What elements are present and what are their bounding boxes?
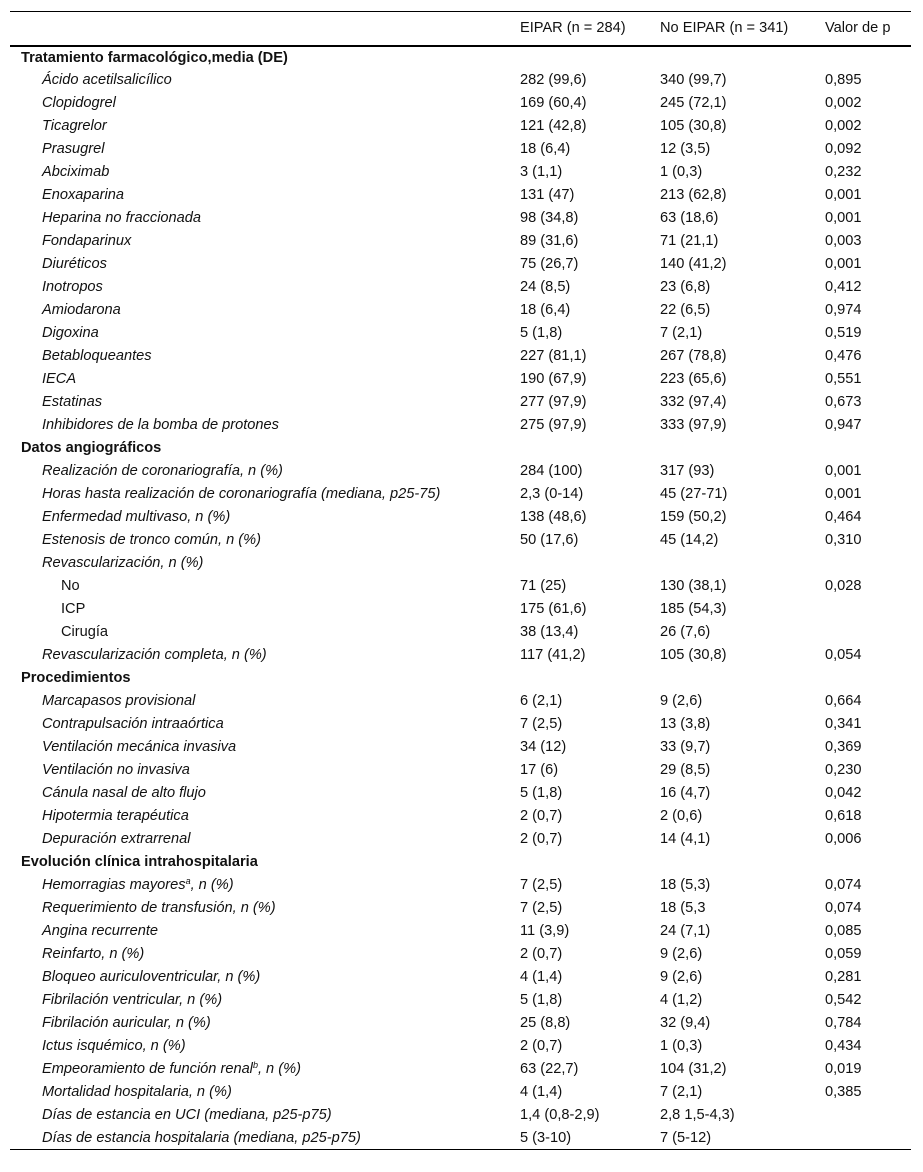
table-row [10, 1012, 911, 1035]
cell-p-value: 0,310 [825, 532, 862, 548]
cell-no-eipar: 2,8 1,5-4,3) [660, 1107, 735, 1123]
table-header [10, 12, 911, 46]
cell-no-eipar: 332 (97,4) [660, 394, 727, 410]
row-label: Ictus isquémico, n (%) [42, 1038, 186, 1054]
table-row [10, 782, 911, 805]
cell-p-value: 0,002 [825, 118, 862, 134]
cell-eipar: 131 (47) [520, 187, 575, 203]
cell-p-value: 0,074 [825, 877, 862, 893]
table-row [10, 345, 911, 368]
cell-p-value [815, 621, 911, 644]
cell-eipar: 2 (0,7) [520, 831, 563, 847]
cell-p-value: 0,006 [825, 831, 862, 847]
cell-eipar: 7 (2,5) [520, 900, 563, 916]
table-row [10, 1058, 911, 1081]
cell-eipar: 275 (97,9) [520, 417, 587, 433]
row-label: Heparina no fraccionada [42, 210, 202, 226]
cell-p-value: 0,001 [825, 463, 862, 479]
cell-p-value: 0,476 [825, 348, 862, 364]
cell-no-eipar: 7 (5-12) [650, 1127, 815, 1150]
cell-eipar: 2 (0,7) [520, 808, 563, 824]
row-label: Amiodarona [42, 302, 121, 318]
table-container [10, 11, 911, 1150]
cell-no-eipar: 9 (2,6) [660, 693, 703, 709]
table-row [10, 184, 911, 207]
cell-eipar: 5 (1,8) [520, 992, 563, 1008]
cell-p-value: 0,003 [825, 233, 862, 249]
row-label-suffix: , n (%) [257, 1061, 301, 1077]
row-label: Realización de coronariografía, n (%) [42, 463, 283, 479]
cell-no-eipar: 14 (4,1) [660, 831, 711, 847]
table-row [10, 1104, 911, 1127]
table-row [10, 552, 911, 575]
cell-eipar: 2 (0,7) [520, 1038, 563, 1054]
cell-p-value: 0,385 [825, 1084, 862, 1100]
row-label: Depuración extrarrenal [42, 831, 191, 847]
table-row [10, 207, 911, 230]
cell-no-eipar: 185 (54,3) [660, 601, 727, 617]
cell-p-value: 0,001 [825, 256, 862, 272]
section-heading: Tratamiento farmacológico,media (DE) [21, 49, 288, 66]
cell-p-value: 0,464 [825, 509, 862, 525]
cell-eipar: 24 (8,5) [520, 279, 571, 295]
table-row [10, 253, 911, 276]
cell-eipar: 25 (8,8) [520, 1015, 571, 1031]
table-row [10, 989, 911, 1012]
cell-eipar: 227 (81,1) [520, 348, 587, 364]
row-label-text: Hemorragias mayores [42, 877, 186, 893]
cell-eipar: 18 (6,4) [520, 302, 571, 318]
table-row [10, 966, 911, 989]
cell-p-value: 0,341 [825, 716, 862, 732]
cell-no-eipar: 1 (0,3) [660, 1038, 703, 1054]
cell-no-eipar [650, 552, 815, 575]
row-label: Clopidogrel [42, 95, 116, 111]
row-label: Contrapulsación intraaórtica [42, 716, 224, 732]
cell-p-value: 0,947 [825, 417, 862, 433]
cell-p-value: 0,434 [825, 1038, 862, 1054]
row-label: Cirugía [61, 624, 109, 640]
cell-eipar: 7 (2,5) [520, 877, 563, 893]
cell-no-eipar: 33 (9,7) [660, 739, 711, 755]
cell-no-eipar: 18 (5,3 [660, 900, 706, 916]
row-label: Fibrilación auricular, n (%) [42, 1015, 211, 1031]
row-label: Digoxina [42, 325, 99, 341]
table-row [10, 115, 911, 138]
table-row [10, 69, 911, 92]
cell-no-eipar: 24 (7,1) [660, 923, 711, 939]
cell-eipar: 5 (1,8) [520, 325, 563, 341]
cell-p-value: 0,895 [825, 72, 862, 88]
cell-no-eipar: 130 (38,1) [660, 578, 727, 594]
row-label: Revascularización, n (%) [42, 555, 204, 571]
row-label: Betabloqueantes [42, 348, 152, 364]
cell-no-eipar: 213 (62,8) [660, 187, 727, 203]
row-label: IECA [42, 371, 77, 387]
cell-no-eipar: 105 (30,8) [660, 118, 727, 134]
row-label: Estenosis de tronco común, n (%) [42, 532, 262, 548]
cell-p-value: 0,092 [825, 141, 862, 157]
table-row [10, 414, 911, 437]
row-label: Enoxaparina [42, 187, 124, 203]
cell-eipar: 175 (61,6) [520, 601, 587, 617]
cell-p-value: 0,412 [825, 279, 862, 295]
table-row [10, 575, 911, 598]
table-row [10, 713, 911, 736]
row-label: Ticagrelor [42, 118, 107, 134]
cell-p-value [815, 598, 911, 621]
footnote-marker: a [185, 876, 191, 886]
cell-p-value: 0,232 [825, 164, 862, 180]
table-row [10, 828, 911, 851]
header-row [10, 12, 911, 46]
cell-no-eipar: 9 (2,6) [660, 946, 703, 962]
cell-no-eipar: 26 (7,6) [660, 624, 711, 640]
cell-eipar: 34 (12) [520, 739, 567, 755]
cell-p-value: 0,519 [825, 325, 862, 341]
row-label: Hipotermia terapéutica [42, 808, 189, 824]
row-label: Requerimiento de transfusión, n (%) [42, 900, 276, 916]
table-row [10, 391, 911, 414]
cell-eipar: 3 (1,1) [520, 164, 563, 180]
data-table [10, 11, 911, 1150]
row-label: No [61, 578, 80, 594]
cell-no-eipar: 7 (2,1) [660, 1084, 703, 1100]
table-row [10, 644, 911, 667]
table-row [10, 506, 911, 529]
row-label: Revascularización completa, n (%) [42, 647, 267, 663]
table-row [10, 1035, 911, 1058]
cell-no-eipar: 9 (2,6) [660, 969, 703, 985]
cell-eipar: 50 (17,6) [520, 532, 579, 548]
cell-p-value: 0,002 [825, 95, 862, 111]
cell-eipar: 71 (25) [520, 578, 567, 594]
cell-no-eipar: 159 (50,2) [660, 509, 727, 525]
cell-eipar: 282 (99,6) [520, 72, 587, 88]
table-row [10, 138, 911, 161]
cell-no-eipar: 317 (93) [660, 463, 715, 479]
table-row [10, 368, 911, 391]
cell-eipar: 6 (2,1) [520, 693, 563, 709]
cell-no-eipar: 333 (97,9) [660, 417, 727, 433]
row-label: Inotropos [42, 279, 103, 295]
cell-no-eipar: 223 (65,6) [660, 371, 727, 387]
cell-no-eipar: 63 (18,6) [660, 210, 719, 226]
section-row [10, 851, 911, 874]
table-row [10, 943, 911, 966]
cell-no-eipar: 71 (21,1) [660, 233, 719, 249]
section-heading: Evolución clínica intrahospitalaria [21, 854, 258, 870]
section-row [10, 437, 911, 460]
cell-eipar: 277 (97,9) [520, 394, 587, 410]
cell-eipar: 89 (31,6) [520, 233, 579, 249]
cell-no-eipar: 2 (0,6) [660, 808, 703, 824]
cell-eipar: 138 (48,6) [520, 509, 587, 525]
row-label: Reinfarto, n (%) [42, 946, 145, 962]
cell-eipar: 4 (1,4) [520, 969, 563, 985]
header-p-value: Valor de p [815, 12, 911, 46]
table-row [10, 874, 911, 897]
cell-eipar: 18 (6,4) [520, 141, 571, 157]
cell-p-value [815, 552, 911, 575]
cell-no-eipar: 12 (3,5) [660, 141, 711, 157]
row-label [10, 1058, 510, 1081]
row-label [10, 874, 510, 897]
row-label: Fibrilación ventricular, n (%) [42, 992, 223, 1008]
header-eipar: EIPAR (n = 284) [510, 12, 650, 46]
cell-no-eipar: 245 (72,1) [660, 95, 727, 111]
table-row [10, 897, 911, 920]
row-label: Angina recurrente [42, 923, 159, 939]
cell-p-value [815, 1104, 911, 1127]
cell-p-value: 0,059 [825, 946, 862, 962]
cell-eipar: 1,4 (0,8-2,9) [520, 1107, 600, 1123]
row-label: Ácido acetilsalicílico [42, 72, 172, 88]
table-row [10, 92, 911, 115]
row-label: Abciximab [42, 164, 110, 180]
row-label: ICP [61, 601, 86, 617]
row-label-suffix: , n (%) [190, 877, 234, 893]
table-row [10, 759, 911, 782]
cell-no-eipar: 16 (4,7) [660, 785, 711, 801]
cell-no-eipar: 7 (2,1) [660, 325, 703, 341]
row-label: Ventilación mecánica invasiva [42, 739, 237, 755]
table-row [10, 322, 911, 345]
row-label: Prasugrel [42, 141, 105, 157]
cell-p-value: 0,001 [825, 187, 862, 203]
row-label: Mortalidad hospitalaria, n (%) [42, 1084, 232, 1100]
table-row [10, 161, 911, 184]
table-row [10, 1081, 911, 1104]
cell-no-eipar: 29 (8,5) [660, 762, 711, 778]
cell-no-eipar: 13 (3,8) [660, 716, 711, 732]
cell-eipar: 11 (3,9) [520, 923, 570, 939]
cell-eipar: 98 (34,8) [520, 210, 579, 226]
table-row [10, 1127, 911, 1150]
cell-p-value: 0,974 [825, 302, 862, 318]
cell-eipar: 2,3 (0-14) [520, 486, 584, 502]
cell-no-eipar: 23 (6,8) [660, 279, 711, 295]
row-label: Fondaparinux [42, 233, 132, 249]
cell-eipar: 2 (0,7) [520, 946, 563, 962]
cell-eipar: 4 (1,4) [520, 1084, 563, 1100]
section-heading: Datos angiográficos [21, 440, 162, 456]
cell-p-value: 0,673 [825, 394, 862, 410]
cell-no-eipar: 4 (1,2) [660, 992, 703, 1008]
cell-p-value: 0,542 [825, 992, 862, 1008]
row-label: Marcapasos provisional [42, 693, 196, 709]
table-row [10, 598, 911, 621]
section-row [10, 667, 911, 690]
cell-eipar: 284 (100) [520, 463, 583, 479]
cell-p-value: 0,784 [825, 1015, 862, 1031]
cell-eipar: 7 (2,5) [520, 716, 563, 732]
row-label: Bloqueo auriculoventricular, n (%) [42, 969, 261, 985]
section-heading: Procedimientos [21, 670, 131, 686]
cell-p-value: 0,042 [825, 785, 862, 801]
cell-p-value: 0,618 [825, 808, 862, 824]
table-row [10, 920, 911, 943]
cell-eipar: 121 (42,8) [520, 118, 587, 134]
table-row [10, 460, 911, 483]
cell-p-value: 0,085 [825, 923, 862, 939]
table-row [10, 276, 911, 299]
cell-p-value: 0,019 [825, 1061, 862, 1077]
table-row [10, 805, 911, 828]
table-body [10, 46, 911, 1150]
cell-p-value [815, 1127, 911, 1150]
row-label: Horas hasta realización de coronariografía (mediana, p25-75) [42, 486, 441, 502]
cell-eipar [510, 552, 650, 575]
cell-p-value: 0,551 [825, 371, 862, 387]
cell-p-value: 0,281 [825, 969, 862, 985]
section-row [10, 46, 911, 69]
row-label: Inhibidores de la bomba de protones [42, 417, 279, 433]
cell-p-value: 0,369 [825, 739, 862, 755]
row-label: Estatinas [42, 394, 103, 410]
header-label [10, 12, 510, 46]
cell-no-eipar: 1 (0,3) [660, 164, 703, 180]
cell-eipar: 5 (3-10) [510, 1127, 650, 1150]
cell-p-value: 0,001 [825, 486, 862, 502]
row-label: Enfermedad multivaso, n (%) [42, 509, 231, 525]
cell-eipar: 117 (41,2) [520, 647, 586, 663]
cell-no-eipar: 18 (5,3) [660, 877, 711, 893]
header-no-eipar: No EIPAR (n = 341) [650, 12, 815, 46]
table-row [10, 690, 911, 713]
cell-no-eipar: 32 (9,4) [660, 1015, 711, 1031]
table-row [10, 621, 911, 644]
table-row [10, 529, 911, 552]
cell-eipar: 190 (67,9) [520, 371, 587, 387]
cell-p-value: 0,664 [825, 693, 862, 709]
cell-no-eipar: 267 (78,8) [660, 348, 727, 364]
row-label: Diuréticos [42, 256, 107, 272]
cell-p-value: 0,074 [825, 900, 862, 916]
cell-no-eipar: 105 (30,8) [660, 647, 727, 663]
row-label: Días de estancia hospitalaria (mediana, p25-p75) [10, 1127, 510, 1150]
cell-no-eipar: 140 (41,2) [660, 256, 727, 272]
row-label-text: Empeoramiento de función renal [42, 1061, 253, 1077]
cell-no-eipar: 45 (27-71) [660, 486, 728, 502]
footnote-marker: b [252, 1060, 258, 1070]
cell-p-value: 0,001 [825, 210, 862, 226]
cell-eipar: 63 (22,7) [520, 1061, 579, 1077]
table-row [10, 230, 911, 253]
cell-p-value: 0,054 [825, 647, 862, 663]
row-label: Cánula nasal de alto flujo [42, 785, 206, 801]
table-row [10, 299, 911, 322]
table-row [10, 736, 911, 759]
table-row [10, 483, 911, 506]
cell-no-eipar: 45 (14,2) [660, 532, 719, 548]
cell-eipar: 169 (60,4) [520, 95, 587, 111]
cell-no-eipar: 22 (6,5) [660, 302, 711, 318]
cell-eipar: 17 (6) [520, 762, 559, 778]
cell-eipar: 75 (26,7) [520, 256, 579, 272]
cell-no-eipar: 104 (31,2) [660, 1061, 727, 1077]
row-label: Ventilación no invasiva [42, 762, 190, 778]
cell-p-value: 0,230 [825, 762, 862, 778]
row-label: Días de estancia en UCI (mediana, p25-p75) [42, 1107, 332, 1123]
cell-p-value: 0,028 [825, 578, 862, 594]
cell-eipar: 5 (1,8) [520, 785, 563, 801]
cell-no-eipar: 340 (99,7) [660, 72, 727, 88]
cell-eipar: 38 (13,4) [520, 624, 579, 640]
